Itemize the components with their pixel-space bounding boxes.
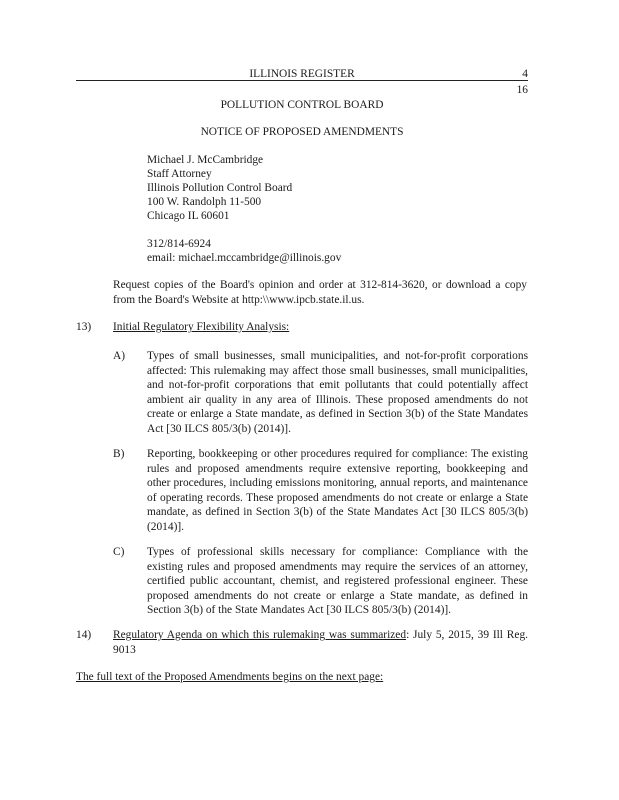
page-number: 4: [522, 68, 528, 80]
contact-email: email: michael.mccambridge@illinois.gov: [147, 252, 342, 264]
volume-number: 16: [516, 84, 528, 96]
notice-title: NOTICE OF PROPOSED AMENDMENTS: [200, 126, 404, 138]
section-14-heading: Regulatory Agenda on which this rulemaking was summarized: [113, 629, 407, 641]
section-13-number: 13): [76, 321, 92, 333]
section-14-date: : July 5, 2015, 39 Ill Reg. 9013: [113, 629, 528, 656]
request-copies-paragraph: Request copies of the Board's opinion and order at 312-814-3620, or download a copy from the Board's Website at http:\\www.ipcb.state.il.us.: [113, 279, 527, 306]
register-title: ILLINOIS REGISTER: [249, 68, 355, 80]
item-c-text: Types of professional skills necessary for compliance: Compliance with the existing rules and proposed amendments may require the services of an attorney, certified public accountant, chemist, and registered professional engineer. These proposed amendments do not create or enlarge a State mandate, as defined in Section 3(b) of the State Mandates Act [30 ILCS 805/3(b) (2014)].: [147, 546, 528, 616]
contact-name: Michael J. McCambridge: [147, 154, 264, 166]
full-text-note: The full text of the Proposed Amendments begins on the next page:: [76, 671, 384, 683]
section-14-text: [113, 628, 528, 657]
item-b-text: Reporting, bookkeeping or other procedures required for compliance: The existing rules and proposed amendments require extensive reporting, bookkeeping and other procedures, including emissions monitoring, annual reports, and maintenance of operating records. These proposed amendments do not create or enlarge a State mandate, as defined in Section 3(b) of the State Mandates Act [30 ILCS 805/3(b) (2014)].: [147, 448, 528, 533]
item-b-letter: B): [113, 448, 125, 460]
item-c-letter: C): [113, 546, 125, 558]
header-rule: [76, 80, 528, 81]
section-13-heading: Initial Regulatory Flexibility Analysis:: [113, 321, 290, 333]
contact-address-line1: 100 W. Randolph 11-500: [147, 196, 262, 208]
contact-address-line2: Chicago IL 60601: [147, 210, 230, 222]
item-a-text: Types of small businesses, small municipalities, and not-for-profit corporations affected: This rulemaking may affect those small businesses, small municipalities, and not-for-profit corporations that emit pollutants that could potentially affect ambient air quality in any area of Illinois. These proposed amendments do not create or enlarge a State mandate, as defined in Section 3(b) of the State Mandates Act [30 ILCS 805/3(b) (2014)].: [147, 350, 528, 435]
section-14-number: 14): [76, 629, 92, 641]
contact-organization: Illinois Pollution Control Board: [147, 182, 293, 194]
item-a-letter: A): [113, 350, 126, 362]
agency-name: POLLUTION CONTROL BOARD: [220, 99, 384, 111]
contact-phone: 312/814-6924: [147, 238, 211, 250]
contact-position: Staff Attorney: [147, 168, 212, 180]
